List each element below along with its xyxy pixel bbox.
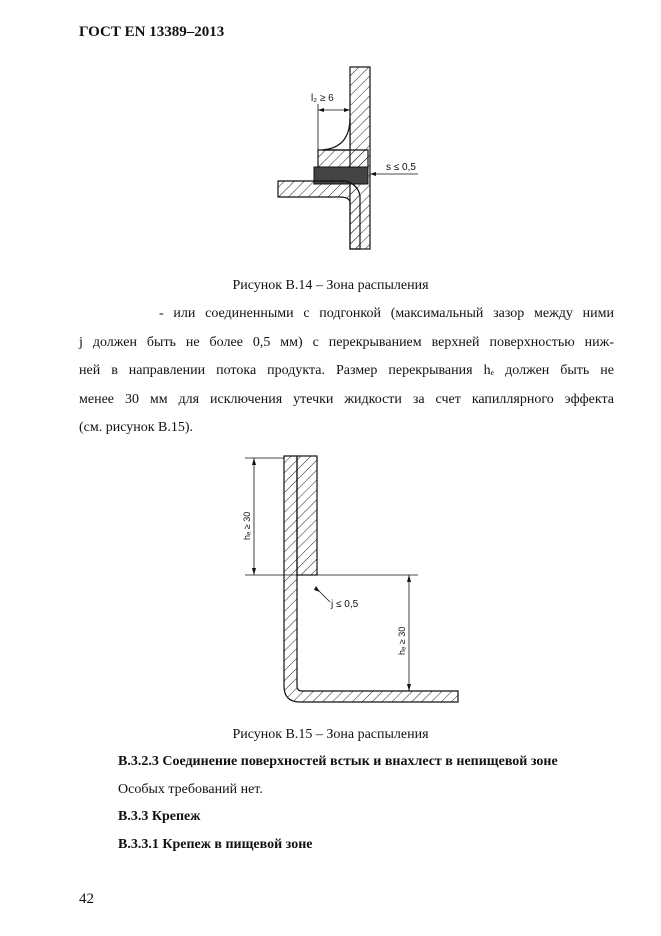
label-he-left: hₑ ≥ 30 — [242, 511, 252, 540]
paragraph-line-1: - или соединенными с подгонкой (максимальный зазор между ними — [159, 306, 614, 321]
section-b331-heading: В.3.3.1 Крепеж в пищевой зоне — [118, 837, 313, 852]
label-l2: l₂ ≥ 6 — [311, 93, 334, 104]
section-b33-heading: В.3.3 Крепеж — [118, 809, 201, 824]
label-s: s ≤ 0,5 — [386, 162, 416, 173]
figure-b15-drawing — [0, 440, 661, 720]
figure-b14-drawing — [0, 0, 661, 280]
page-number: 42 — [79, 891, 94, 907]
figure-b14-caption: Рисунок В.14 – Зона распыления — [232, 278, 429, 293]
paragraph-line-4: менее 30 мм для исключения утечки жидкости за счет капиллярного эффекта — [79, 391, 614, 407]
section-b323-heading: В.3.2.3 Соединение поверхностей встык и внахлест в непищевой зоне — [118, 754, 558, 769]
figure-b15-caption: Рисунок В.15 – Зона распыления — [232, 727, 429, 742]
document-header: ГОСТ EN 13389–2013 — [79, 24, 225, 40]
paragraph-line-5: (см. рисунок В.15). — [79, 420, 194, 435]
section-b323-text: Особых требований нет. — [118, 782, 263, 797]
label-j: j ≤ 0,5 — [331, 599, 359, 610]
label-he-right: hₑ ≥ 30 — [397, 626, 407, 655]
paragraph-line-3: ней в направлении потока продукта. Размер перекрывания hₑ должен быть не — [79, 363, 614, 378]
body-paragraph — [79, 300, 614, 443]
paragraph-line-2: j должен быть не более 0,5 мм) с перекрыванием верхней поверхностью ниж- — [79, 334, 614, 350]
